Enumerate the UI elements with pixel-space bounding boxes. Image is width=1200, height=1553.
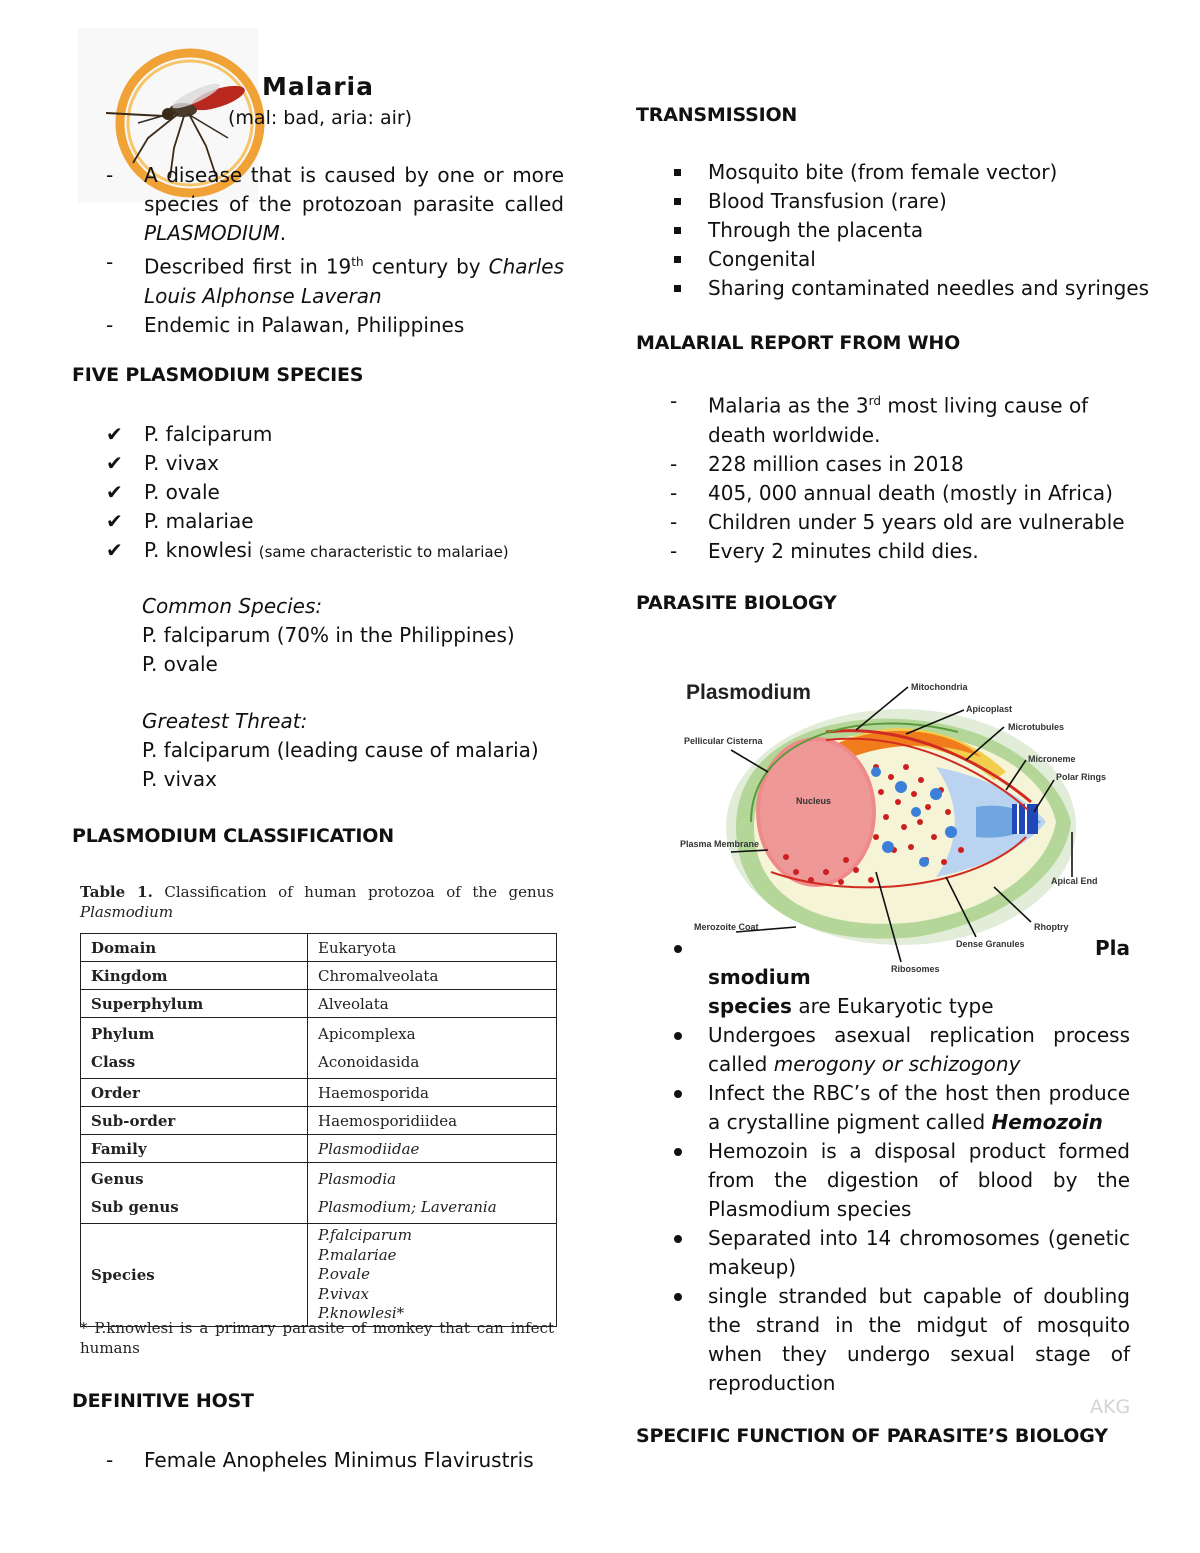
label-microtubules: Microtubules: [1008, 722, 1065, 732]
transmission-heading: TRANSMISSION: [636, 104, 798, 126]
list-item: - Children under 5 years old are vulnerable: [636, 508, 1130, 537]
list-item: ✔ P. malariae: [72, 507, 572, 536]
biology-list: [636, 934, 1130, 1398]
list-item: - 228 million cases in 2018: [636, 450, 1130, 479]
check-icon: ✔: [106, 480, 123, 504]
intro-list: [72, 161, 564, 340]
page-title: Malaria: [262, 72, 374, 101]
who-heading: MALARIAL REPORT FROM WHO: [636, 332, 961, 354]
watermark: AKG: [1090, 1396, 1131, 1418]
check-icon: ✔: [106, 422, 123, 446]
check-icon: ✔: [106, 451, 123, 475]
definitive-host-list: [72, 1446, 572, 1475]
biology-heading: PARASITE BIOLOGY: [636, 592, 837, 614]
list-item: Mosquito bite (from female vector): [636, 158, 1156, 187]
list-item: ✔ P. ovale: [72, 478, 572, 507]
classification-heading: PLASMODIUM CLASSIFICATION: [72, 825, 394, 847]
list-item: - A disease that is caused by one or more species of the protozoan parasite called PLASMODIUM.: [72, 161, 564, 248]
plasmodium-diagram: [676, 672, 1107, 977]
label-plasma: Plasma Membrane: [680, 839, 760, 849]
list-item: single stranded but capable of doubling the strand in the midgut of mosquito when they undergo sexual stage of reproduction: [636, 1282, 1130, 1398]
list-item: ✔ P. vivax: [72, 449, 572, 478]
label-merozoite: Merozoite Coat: [694, 922, 759, 932]
definitive-host-heading: DEFINITIVE HOST: [72, 1390, 254, 1412]
table-caption: Table 1. Classification of human protozoa of the genus Plasmodium: [80, 883, 554, 921]
list-item: - Endemic in Palawan, Philippines: [72, 311, 564, 340]
label-mitochondria: Mitochondria: [911, 682, 968, 692]
label-pellicular: Pellicular Cisterna: [684, 736, 763, 746]
list-item: Blood Transfusion (rare): [636, 187, 1156, 216]
table-row: Phylum Class Apicomplexa Aconoidasida: [81, 1018, 557, 1079]
label-rhoptry: Rhoptry: [1034, 922, 1069, 932]
specific-function-heading: SPECIFIC FUNCTION OF PARASITE’S BIOLOGY: [636, 1425, 1108, 1447]
label-dense: Dense Granules: [956, 939, 1025, 949]
list-item: - Described first in 19th century by Charles Louis Alphonse Laveran: [72, 248, 564, 311]
check-icon: ✔: [106, 538, 123, 562]
label-nucleus: Nucleus: [796, 796, 832, 806]
list-item: - 405, 000 annual death (mostly in Africa): [636, 479, 1130, 508]
label-polar: Polar Rings: [1056, 772, 1107, 782]
table-row: Sub-order Haemosporidiidea: [81, 1107, 557, 1135]
list-item: - Every 2 minutes child dies.: [636, 537, 1130, 566]
list-item: Infect the RBC’s of the host then produce a crystalline pigment called Hemozoin: [636, 1079, 1130, 1137]
label-microneme: Microneme: [1028, 754, 1076, 764]
page-subtitle: (mal: bad, aria: air): [228, 107, 413, 129]
list-item: Hemozoin is a disposal product formed from the digestion of blood by the Plasmodium species: [636, 1137, 1130, 1224]
label-ribosomes: Ribosomes: [891, 964, 940, 974]
who-list: [636, 387, 1130, 566]
table-row: Kingdom Chromalveolata: [81, 962, 557, 990]
list-item: Separated into 14 chromosomes (genetic makeup): [636, 1224, 1130, 1282]
transmission-list: [636, 158, 1156, 303]
diagram-title: Plasmodium: [686, 681, 811, 704]
list-item: ✔ P. falciparum: [72, 420, 572, 449]
label-apicoplast: Apicoplast: [966, 704, 1013, 714]
list-item: - Female Anopheles Minimus Flavirustris: [72, 1446, 572, 1475]
table-row: Domain Eukaryota: [81, 934, 557, 962]
list-item: ✔ P. knowlesi (same characteristic to malariae): [72, 536, 572, 567]
table-row: Family Plasmodiidae: [81, 1135, 557, 1163]
list-item: Undergoes asexual replication process called merogony or schizogony: [636, 1021, 1130, 1079]
table-row: Genus Sub genus Plasmodia Plasmodium; Laverania: [81, 1163, 557, 1224]
label-apical: Apical End: [1051, 876, 1098, 886]
greatest-threat: Greatest Threat: P. falciparum (leading cause of malaria) P. vivax: [142, 709, 539, 791]
list-item: Through the placenta: [636, 216, 1156, 245]
classification-table: [80, 933, 557, 1327]
table-footnote: * P.knowlesi is a primary parasite of monkey that can infect humans: [80, 1319, 554, 1357]
list-item: - Malaria as the 3rd most living cause of death worldwide.: [636, 387, 1130, 450]
list-item: Congenital: [636, 245, 1156, 274]
table-row: Superphylum Alveolata: [81, 990, 557, 1018]
species-heading: FIVE PLASMODIUM SPECIES: [72, 364, 364, 386]
table-row: Order Haemosporida: [81, 1079, 557, 1107]
check-icon: ✔: [106, 509, 123, 533]
common-species: Common Species: P. falciparum (70% in the Philippines) P. ovale: [142, 594, 515, 676]
table-row: Species P.falciparum P.malariae P.ovale P.vivax P.knowlesi*: [81, 1224, 557, 1327]
species-list: [72, 420, 572, 567]
list-item: Pla smodium species are Eukaryotic type: [636, 934, 1130, 1021]
list-item: Sharing contaminated needles and syringes: [636, 274, 1156, 303]
